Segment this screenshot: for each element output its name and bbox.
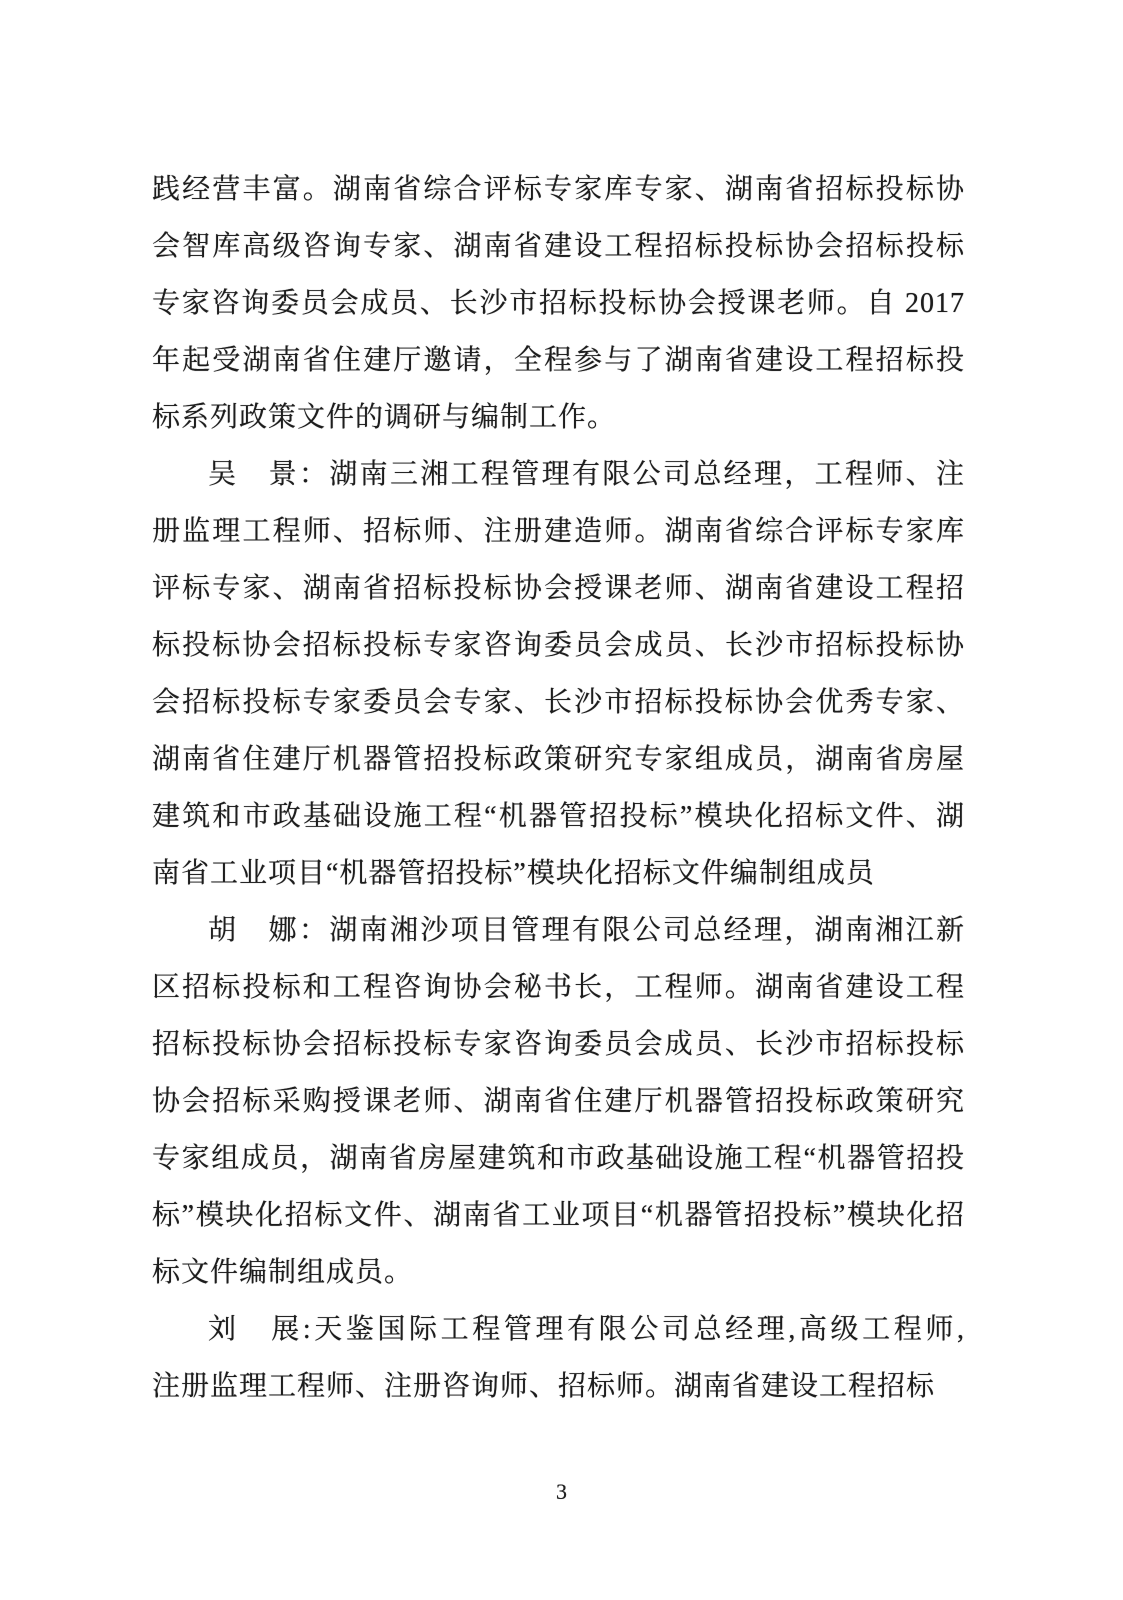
text-line: 区招标投标和工程咨询协会秘书长，工程师。湖南省建设工程 <box>152 972 965 1003</box>
text-line: 专家咨询委员会成员、长沙市招标投标协会授课老师。自 2017 <box>152 288 965 319</box>
text-line: 吴 景：湖南三湘工程管理有限公司总经理，工程师、注 <box>208 459 965 490</box>
paragraph <box>152 902 965 1301</box>
text-line: 刘 展:天鉴国际工程管理有限公司总经理,高级工程师, <box>208 1314 965 1345</box>
text-line: 专家组成员，湖南省房屋建筑和市政基础设施工程“机器管招投 <box>152 1143 965 1174</box>
document-body <box>152 161 965 1415</box>
text-line: 胡 娜：湖南湘沙项目管理有限公司总经理，湖南湘江新 <box>208 915 965 946</box>
text-line: 湖南省住建厅机器管招投标政策研究专家组成员，湖南省房屋 <box>152 744 965 775</box>
text-line: 践经营丰富。湖南省综合评标专家库专家、湖南省招标投标协 <box>152 174 965 205</box>
paragraph <box>152 446 965 902</box>
text-line: 标系列政策文件的调研与编制工作。 <box>152 402 617 433</box>
page-number: 3 <box>556 1479 567 1504</box>
text-line: 标投标协会招标投标专家咨询委员会成员、长沙市招标投标协 <box>152 630 965 661</box>
paragraph <box>152 161 965 446</box>
text-line: 注册监理工程师、注册咨询师、招标师。湖南省建设工程招标 <box>152 1371 936 1402</box>
text-line: 册监理工程师、招标师、注册建造师。湖南省综合评标专家库 <box>152 516 965 547</box>
text-line: 年起受湖南省住建厅邀请，全程参与了湖南省建设工程招标投 <box>152 345 965 376</box>
text-line: 标文件编制组成员。 <box>152 1257 414 1288</box>
text-line: 评标专家、湖南省招标投标协会授课老师、湖南省建设工程招 <box>152 573 965 604</box>
page-footer <box>0 1479 1123 1505</box>
text-line: 标”模块化招标文件、湖南省工业项目“机器管招投标”模块化招 <box>152 1200 965 1231</box>
text-line: 招标投标协会招标投标专家咨询委员会成员、长沙市招标投标 <box>152 1029 965 1060</box>
text-line: 南省工业项目“机器管招投标”模块化招标文件编制组成员 <box>152 858 875 889</box>
text-line: 会招标投标专家委员会专家、长沙市招标投标协会优秀专家、 <box>152 687 965 718</box>
text-line: 协会招标采购授课老师、湖南省住建厅机器管招投标政策研究 <box>152 1086 965 1117</box>
text-line: 建筑和市政基础设施工程“机器管招投标”模块化招标文件、湖 <box>152 801 965 832</box>
text-line: 会智库高级咨询专家、湖南省建设工程招标投标协会招标投标 <box>152 231 965 262</box>
paragraph <box>152 1301 965 1415</box>
